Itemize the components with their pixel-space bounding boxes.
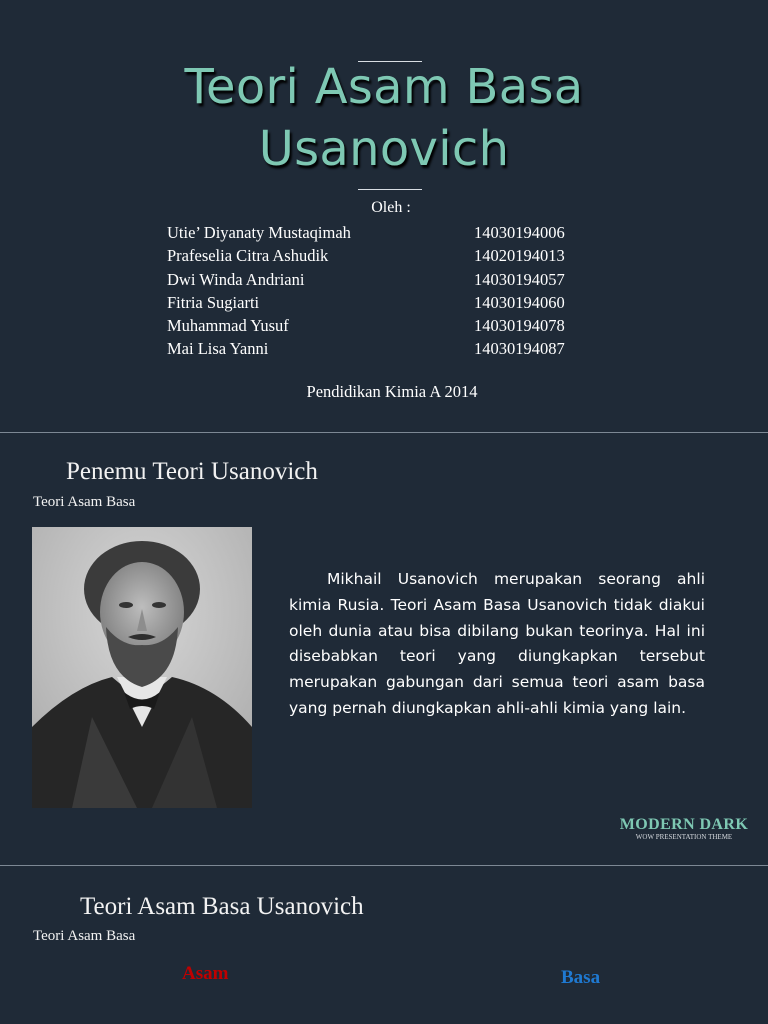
biography-text	[289, 567, 705, 722]
title-bottom-rule	[358, 189, 422, 190]
member-nim: 14020194013	[474, 246, 565, 266]
member-nim: 14030194006	[474, 223, 565, 242]
basa-heading: Basa	[561, 967, 601, 988]
inventor-slide	[0, 433, 768, 865]
slide-subheading: Teori Asam Basa	[33, 494, 136, 510]
member-row	[167, 314, 607, 337]
theme-brand	[596, 816, 768, 841]
member-row	[167, 221, 607, 244]
oleh-label: Oleh :	[371, 199, 411, 216]
usanovich-portrait-photo	[32, 527, 252, 808]
title-slide	[0, 0, 768, 432]
member-name: Dwi Winda Andriani	[167, 269, 305, 289]
member-name: Prafeselia Citra Ashudik	[167, 246, 329, 266]
member-name: Muhammad Yusuf	[167, 316, 289, 336]
biography-text-content: Mikhail Usanovich merupakan seorang ahli kimia Rusia. Teori Asam Basa Usanovich tidak diakui oleh dunia atau bisa dibilang bukan teorinya. Hal ini disebabkan teori yang diungkapkan tersebut merupakan gabungan dari semua teori asam basa yang pernah diungkapkan ahli-ahli kimia yang lain.	[289, 570, 705, 717]
member-nim: 14030194057	[474, 269, 565, 289]
member-nim: 14030194060	[474, 292, 565, 312]
title-line-1: Teori Asam Basa	[184, 59, 584, 115]
slide-title	[0, 56, 768, 180]
slide-heading: Penemu Teori Usanovich	[66, 458, 318, 485]
theory-slide	[0, 866, 768, 1024]
member-name: Utie’ Diyanaty Mustaqimah	[167, 223, 351, 242]
member-row	[167, 337, 607, 360]
member-name: Mai Lisa Yanni	[167, 339, 269, 359]
member-row	[167, 244, 607, 267]
member-row	[167, 291, 607, 314]
slide-heading: Teori Asam Basa Usanovich	[80, 893, 364, 920]
brand-name: MODERN DARK	[619, 816, 749, 833]
asam-heading: Asam	[182, 963, 229, 984]
slide-subheading: Teori Asam Basa	[33, 928, 136, 944]
member-list	[167, 221, 607, 361]
member-nim: 14030194087	[474, 339, 565, 359]
member-nim: 14030194078	[474, 316, 565, 336]
class-label: Pendidikan Kimia A 2014	[306, 382, 478, 401]
member-row	[167, 268, 607, 291]
member-name: Fitria Sugiarti	[167, 292, 260, 312]
brand-tagline: WOW PRESENTATION THEME	[635, 833, 733, 841]
title-line-2: Usanovich	[258, 121, 510, 177]
